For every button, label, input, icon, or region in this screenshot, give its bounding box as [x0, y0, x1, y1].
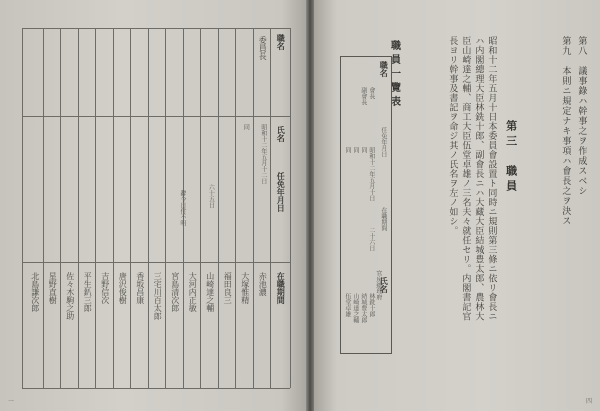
row-name: 唐沢俊樹 [118, 272, 128, 304]
col-rule [78, 28, 79, 388]
col-rule [60, 28, 61, 388]
col-rule [165, 28, 166, 388]
row-post: 委員長 [258, 36, 268, 60]
page-number: 四 [586, 398, 593, 405]
header-cell: 在職期間 [276, 272, 287, 304]
col-rule [200, 28, 201, 388]
staff-name: 林銑十郎 [367, 293, 375, 317]
paragraph-line: 昭和十二年五月十日本委員會設置ト同時ニ規則第三條ニ依リ會長ニ [486, 36, 497, 321]
row-name: 赤池濃 [258, 272, 268, 296]
row-name: 山崎達之輔 [205, 272, 215, 312]
col-rule [95, 28, 96, 388]
article-9: 第九 本則ニ規定ナキ事項ハ會長之ヲ決ス [560, 36, 571, 226]
right-page [314, 0, 600, 411]
row-name: 大塚惟精 [240, 272, 250, 304]
col-rule [43, 28, 44, 388]
row-date: 昭和十二年五月十二日 [259, 124, 267, 184]
col-rule [290, 28, 291, 388]
article-8: 第八 議事錄ハ幹事之ヲ作成スベシ [576, 36, 587, 196]
row-name: 平生釟三郎 [83, 272, 93, 312]
section-title: 第三 職員 [504, 120, 518, 195]
col-rule [130, 28, 131, 388]
table-title: 職員一覽表 [388, 40, 400, 110]
col-rule [113, 28, 114, 388]
row-name: 福田良三 [223, 272, 233, 304]
table-top-rule [22, 28, 290, 29]
header-cell: 在職期間 [379, 207, 387, 231]
header-cell: 職名 [276, 34, 287, 50]
paragraph-line: 臣山崎達之輔、商工大臣伍堂卓雄ノ三名夫々就任セリ。内閣書記官 [460, 36, 471, 321]
col-rule [148, 28, 149, 388]
header-cell: 任免年月日 [276, 172, 287, 212]
row-period: 六十五日 [207, 184, 215, 208]
col-rule [270, 28, 271, 388]
paragraph-line: ハ内閣總理大臣林銑十郎、副會長ニハ大藏大臣結城豊太郎、農林大 [473, 36, 484, 321]
row-name: 佐々木駒之助 [65, 272, 75, 320]
table-note: 官房總理府 [374, 270, 382, 300]
row-name: 三宅川百太郎 [153, 272, 163, 320]
table-bottom-rule [22, 388, 290, 389]
page-number: 一 [8, 398, 15, 405]
col-rule [22, 28, 23, 388]
staff-post: 副會長 [359, 87, 367, 105]
staff-date: 同 [359, 147, 367, 153]
col-rule [253, 28, 254, 388]
staff-name: 結城豊太郎 [359, 293, 367, 323]
staff-date: 同 [351, 147, 359, 153]
col-rule [235, 28, 236, 388]
staff-date: 同 [343, 147, 351, 153]
row-date: 同 [242, 124, 250, 130]
header-cell: 任免年月日 [379, 127, 387, 157]
table-note: 辭令日付不明 [178, 190, 186, 226]
row-name: 香坂昌康 [135, 272, 145, 304]
row-name: 北島謙次郎 [30, 272, 40, 312]
row-name: 大河内正敏 [188, 272, 198, 312]
book-gutter [306, 0, 314, 411]
table-lower-rule [22, 262, 290, 263]
staff-name: 山崎達之輔 [351, 293, 359, 323]
paragraph-line: 長ヨリ幹事及書記ヲ命ジ其ノ氏名ヲ左ノ如シ。 [447, 36, 458, 236]
staff-date: 昭和十二年五月十日 [367, 147, 375, 201]
header-cell: 氏名 [276, 126, 287, 142]
row-name: 星野直樹 [48, 272, 58, 304]
row-name: 宮島清次郎 [170, 272, 180, 312]
staff-period: 二十六日 [367, 227, 375, 251]
table-mid-rule [22, 116, 290, 117]
header-cell: 職名 [379, 61, 390, 77]
staff-post: 會長 [367, 87, 375, 99]
col-rule [218, 28, 219, 388]
header-cell: 氏名 [379, 277, 390, 293]
staff-table [340, 56, 392, 354]
staff-name: 伍堂卓雄 [343, 293, 351, 317]
row-name: 吉野信次 [100, 272, 110, 304]
